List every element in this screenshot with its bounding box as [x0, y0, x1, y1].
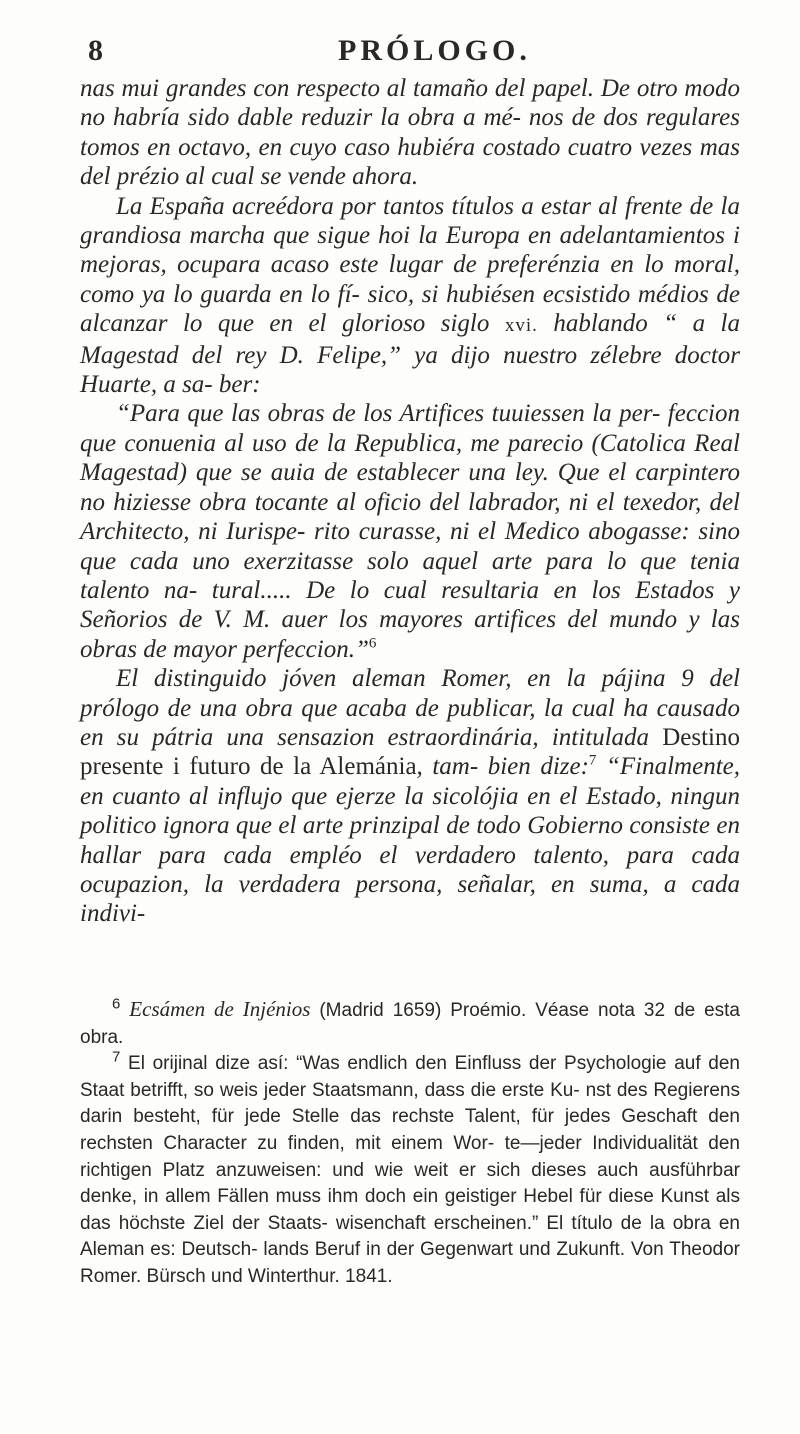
book-title-destino: Destino presente i futuro de la Alemánia: [80, 723, 740, 781]
running-head: [88, 30, 738, 72]
footnote-7-text: El orijinal dize así: “Was endlich den Einfluss der Psychologie auf den Staat betrifft, so weis jeder Staatsmann, dass die erste Ku- nst des Regierens darin besteht, für jede Stelle das rechste Talent, für jedes Geschaft den rechsten Character zu finden, mit einem Wor- te—jeder Individualität den richtigen Platz anzuweisen: und wie weit er sich dieses auch ausführbar denke, in allem Fällen muss ihm doch ein geistiger Hebel für diese Kunst als das höchste Ziel der Staats- wisenchaft erscheinen.” El título de la obra en Aleman es: Deutsch- lands Beruf in der Gegenwart und Zukunft. Von Theodor Romer. Bürsch und Winterthur. 1841.: [80, 1053, 740, 1287]
footnote-6-mark: 6: [112, 995, 121, 1013]
body-text: [80, 74, 740, 929]
page-number: 8: [88, 34, 103, 67]
footnote-7: [80, 1048, 740, 1290]
footnote-ref-7: 7: [588, 753, 597, 770]
paragraph-2-text-b: “ a la Magestad del rey D. Felipe,” ya dijo nuestro zélebre doctor Huarte, a sa- ber:: [80, 310, 740, 399]
quotation-huarte: [80, 399, 740, 664]
footnote-ref-6: 6: [368, 635, 377, 652]
paragraph-2-hablando: hablando: [537, 310, 664, 338]
paragraph-4: [80, 664, 740, 929]
paragraph-1: nas mui grandes con respecto al tamaño del papel. De otro modo no habría sido dable reduzir la obra a mé- nos de dos regulares tomos en octavo, en cuyo caso hubiéra costado cuatro vezes mas del prézio al cual se vende ahora.: [80, 75, 740, 191]
footnote-6-title: Ecsámen de Injénios: [129, 997, 311, 1021]
running-title: PRÓLOGO.: [338, 34, 531, 67]
quotation-huarte-text: “Para que las obras de los Artifices tuuiessen la per- feccion que conuenia al uso de la Republica, me parecio (Catolica Real Magestad) que se auia de establecer una ley. Que el carpintero no hiziesse obra tocante al oficio del labrador, ni el texedor, del Architecto, ni Iurispe- rito curasse, ni el Medico abogasse: sino que cada uno exerzitasse solo aquel arte para lo que tenia talento na- tural..... De lo cual resultaria en los Estados y Señorios de V. M. auer los mayores artifices del mundo y las obras de mayor perfeccion.”: [80, 400, 740, 663]
paragraph-2: [80, 192, 740, 400]
footnote-7-mark: 7: [112, 1048, 121, 1066]
paragraph-4-text-b: , tam- bien dize:: [416, 753, 589, 781]
paragraph-2-text-a: La España acreédora por tantos títulos a estar al frente de la grandiosa marcha que sigue hoi la Europa en adelantamientos i mejoras, ocupara acaso este lugar de preferénzia en lo moral, como ya lo guarda en lo fí- sico, si hubiésen ecsistido médios de alcanzar lo que en el glorioso siglo: [80, 192, 740, 338]
footnote-6-text: (Madrid 1659) Proémio. Véase nota 32 de esta obra.: [80, 1000, 740, 1048]
footnote-6: [80, 996, 740, 1051]
paragraph-4-text-c: “Finalmente, en cuanto al influjo que ejerze la sicolójia en el Estado, ningun politico ignora que el arte prinzipal de todo Gobierno consiste en hallar para cada empléo el verdadero talento, para cada ocupazion, la verdadera persona, señalar, en suma, a cada indivi-: [80, 753, 740, 928]
footnotes: [80, 996, 740, 1291]
century-numeral: xvi.: [504, 315, 538, 337]
paragraph-4-text-a: El distinguido jóven aleman Romer, en la pájina 9 del prólogo de una obra que acaba de publicar, la cual ha causado en su pátria una sensazion estraordinária, intitulada: [80, 665, 740, 751]
